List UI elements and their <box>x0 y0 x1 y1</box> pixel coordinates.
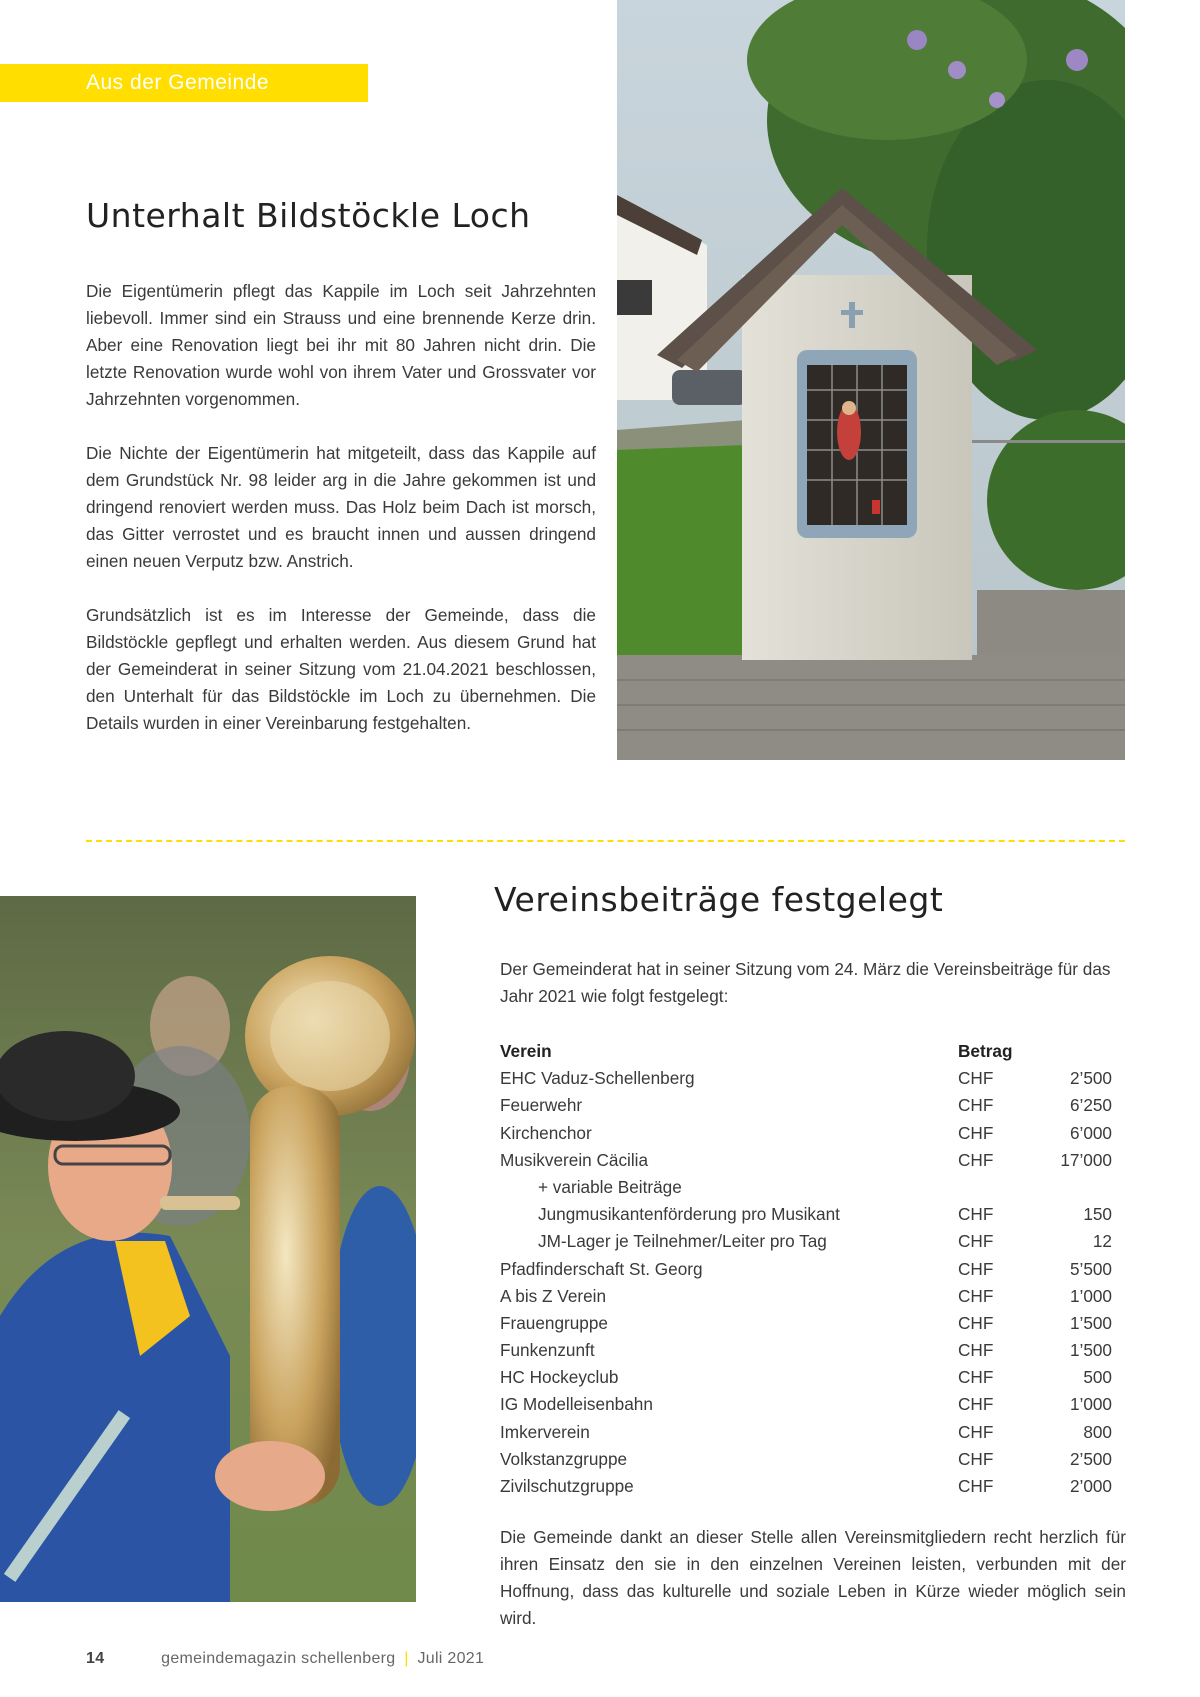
row-currency: CHF <box>958 1394 994 1415</box>
article-outro: Die Gemeinde dankt an dieser Stelle allen Vereinsmitgliedern recht herzlich für ihren Einsatz den sie in den einzelnen Vereinen leisten, verbunden mit der Hoffnung, dass das kulturelle und soziale Leben in Kürze wieder möglich sein wird. <box>500 1527 1126 1628</box>
row-amount: 500 <box>1083 1367 1112 1388</box>
row-name: EHC Vaduz-Schellenberg <box>500 1068 695 1089</box>
paragraph: Die Nichte der Eigentümerin hat mitgeteilt, dass das Kappile auf dem Grundstück Nr. 98 leider arg in die Jahre gekommen ist und dringend renoviert werden muss. Das Holz beim Dach ist morsch, das Gitter verrostet und es braucht innen und aussen dringend einen neuen Verputz bzw. Anstrich. <box>86 443 596 571</box>
row-name: Feuerwehr <box>500 1095 583 1116</box>
row-amount: 1’000 <box>1069 1394 1112 1415</box>
row-currency: CHF <box>958 1204 994 1225</box>
row-amount: 1’000 <box>1069 1285 1112 1306</box>
fee-table <box>500 1038 1112 1500</box>
row-name: Imkerverein <box>500 1421 590 1442</box>
row-currency: CHF <box>958 1231 994 1252</box>
article-intro: Der Gemeinderat hat in seiner Sitzung vom 24. März die Vereinsbeiträge für das Jahr 2021 wie folgt festgelegt: <box>500 959 1111 1006</box>
row-name: Pfadfinderschaft St. Georg <box>500 1258 703 1279</box>
row-name: Jungmusikantenförderung pro Musikant <box>538 1204 840 1225</box>
table-row <box>500 1228 1112 1255</box>
table-header-row <box>500 1038 1112 1065</box>
row-currency: CHF <box>958 1068 994 1089</box>
table-row <box>500 1391 1112 1418</box>
row-amount: 800 <box>1083 1421 1112 1442</box>
row-currency: CHF <box>958 1448 994 1469</box>
row-name: JM-Lager je Teilnehmer/Leiter pro Tag <box>538 1231 827 1252</box>
row-currency: CHF <box>958 1285 994 1306</box>
row-currency: CHF <box>958 1095 994 1116</box>
row-currency: CHF <box>958 1122 994 1143</box>
tuba-player-photo <box>0 896 416 1602</box>
row-amount: 6’000 <box>1069 1122 1112 1143</box>
row-currency: CHF <box>958 1421 994 1442</box>
row-currency: CHF <box>958 1476 994 1496</box>
table-row <box>500 1065 1112 1092</box>
row-amount: 2’500 <box>1069 1068 1112 1089</box>
row-amount: 2’500 <box>1069 1448 1112 1469</box>
table-row <box>500 1283 1112 1310</box>
header-verein: Verein <box>500 1041 552 1061</box>
row-name: + variable Beiträge <box>538 1176 682 1197</box>
row-amount: 1’500 <box>1069 1312 1112 1333</box>
table-row <box>500 1310 1112 1337</box>
table-row <box>500 1337 1112 1364</box>
publication-date: Juli 2021 <box>417 1650 485 1667</box>
page-footer <box>86 1650 484 1668</box>
table-row <box>500 1446 1112 1473</box>
row-amount: 2’000 <box>1069 1476 1112 1496</box>
publication-name: gemeindemagazin schellenberg <box>161 1650 396 1667</box>
row-name: A bis Z Verein <box>500 1285 607 1306</box>
shrine-photo <box>617 0 1125 760</box>
table-row <box>500 1419 1112 1446</box>
row-amount: 5’500 <box>1069 1258 1112 1279</box>
row-amount: 150 <box>1083 1204 1112 1225</box>
page-number: 14 <box>86 1650 105 1667</box>
paragraph: Die Eigentümerin pflegt das Kappile im Loch seit Jahrzehnten liebevoll. Immer sind ein Strauss und eine brennende Kerze drin. Aber eine Renovation liegt bei ihr mit 80 Jahren nicht drin. Die letzte Renovation wurde wohl von ihrem Vater und Grossvater vor Jahrzehnten vorgenommen. <box>86 281 596 409</box>
table-row <box>500 1092 1112 1119</box>
table-row <box>500 1147 1112 1174</box>
row-name: Volkstanzgruppe <box>500 1448 628 1469</box>
row-currency: CHF <box>958 1149 994 1170</box>
row-amount: 6’250 <box>1069 1095 1112 1116</box>
row-amount: 12 <box>1092 1231 1112 1252</box>
row-name: IG Modelleisenbahn <box>500 1394 653 1415</box>
table-row <box>500 1256 1112 1283</box>
table-row <box>500 1201 1112 1228</box>
row-name: Kirchenchor <box>500 1122 592 1143</box>
section-divider <box>86 840 1125 842</box>
section-tag: Aus der Gemeinde <box>0 64 368 102</box>
row-name: Funkenzunft <box>500 1340 595 1361</box>
table-row <box>500 1473 1112 1500</box>
row-amount: 1’500 <box>1069 1340 1112 1361</box>
row-name: Frauengruppe <box>500 1312 608 1333</box>
row-currency: CHF <box>958 1367 994 1388</box>
row-amount: 17’000 <box>1060 1149 1112 1170</box>
footer-separator: | <box>404 1650 409 1667</box>
paragraph: Grundsätzlich ist es im Interesse der Gemeinde, dass die Bildstöckle gepflegt und erhalten werden. Aus diesem Grund hat der Gemeinderat in seiner Sitzung vom 21.04.2021 beschlossen, den Unterhalt für das Bildstöckle im Loch zu übernehmen. Die Details wurden in einer Vereinbarung festgehalten. <box>86 605 596 733</box>
row-name: Zivilschutzgruppe <box>500 1476 634 1496</box>
fee-rows <box>500 1065 1112 1500</box>
row-name: HC Hockeyclub <box>500 1367 619 1388</box>
row-currency: CHF <box>958 1258 994 1279</box>
table-row <box>500 1364 1112 1391</box>
table-row <box>500 1174 1112 1201</box>
header-betrag: Betrag <box>958 1041 1013 1061</box>
row-name: Musikverein Cäcilia <box>500 1149 649 1170</box>
table-row <box>500 1120 1112 1147</box>
article-body-bildstoeckle <box>86 278 596 764</box>
row-currency: CHF <box>958 1340 994 1361</box>
article-title-vereinsbeitraege: Vereinsbeiträge festgelegt <box>494 880 944 919</box>
row-currency: CHF <box>958 1312 994 1333</box>
article-title-bildstoeckle: Unterhalt Bildstöckle Loch <box>86 196 531 235</box>
